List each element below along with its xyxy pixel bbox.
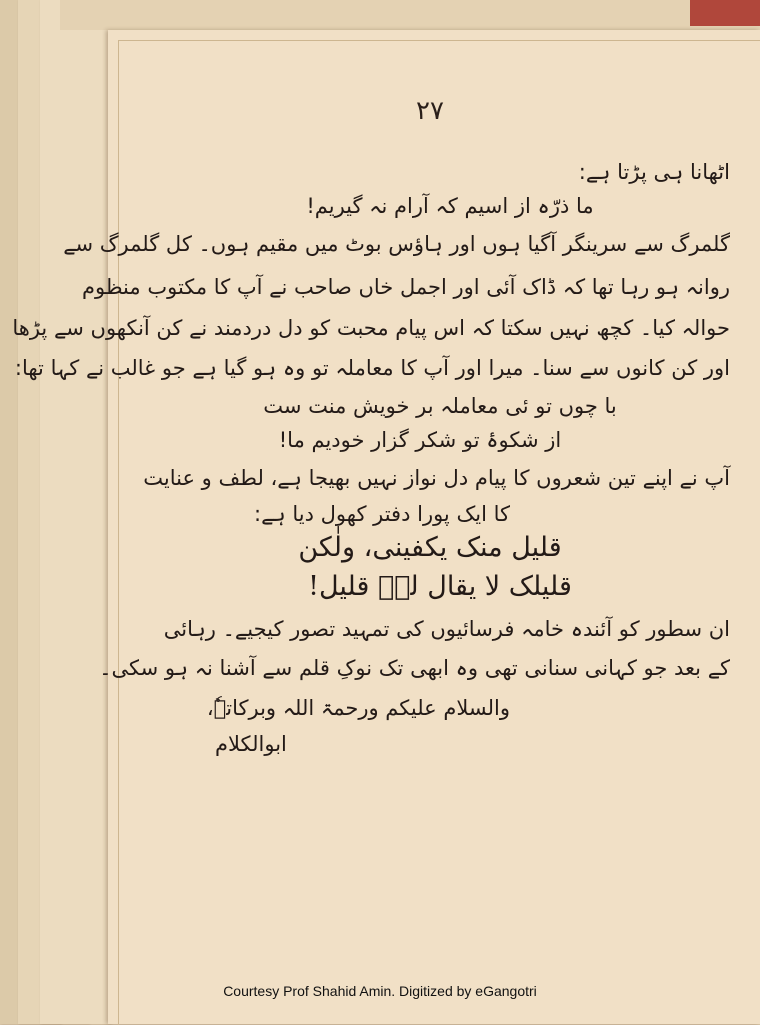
- signature-line: ابوالکلام: [215, 732, 287, 756]
- courtesy-footer: Courtesy Prof Shahid Amin. Digitized by eGangotri: [223, 983, 537, 999]
- page-number: ۲۷: [416, 96, 444, 126]
- text-line: حوالہ کیا۔ کچھ نہیں سکتا کہ اس پیام محبت کو دل دردمند نے کن آنکھوں سے پڑھا: [12, 316, 730, 340]
- verse-line: با چوں تو ئی معاملہ بر خویش منت ست: [263, 394, 617, 418]
- text-line: گلمرگ سے سرینگر آگیا ہوں اور ہاؤس بوٹ میں مقیم ہوں۔ کل گلمرگ سے: [63, 232, 730, 256]
- text-line: روانہ ہو رہا تھا کہ ڈاک آئی اور اجمل خاں صاحب نے آپ کا مکتوب منظوم: [81, 275, 730, 299]
- verse-line: از شکوۂ تو شکر گزار خودیم ما!: [278, 428, 562, 452]
- page-stack-edge-3: [40, 0, 111, 1024]
- arabic-verse-line: قلیلک لا یقال لہٗ قلیل!: [308, 571, 572, 602]
- text-line: اٹھانا ہی پڑتا ہے:: [578, 160, 730, 184]
- text-line: کے بعد جو کہانی سنانی تھی وہ ابھی تک نوکِ قلم سے آشنا نہ ہو سکی۔: [99, 656, 730, 680]
- text-line: والسلام علیکم ورحمۃ اللہ وبرکاتہٗ،: [206, 696, 510, 720]
- arabic-verse-line: قلیل منک یکفینی، ولٰکن: [298, 532, 562, 563]
- text-line: آپ نے اپنے تین شعروں کا پیام دل نواز نہیں بھیجا ہے، لطف و عنایت: [143, 466, 730, 490]
- verse-line: ما ذرّہ از اسیم کہ آرام نہ گیریم!: [306, 194, 594, 218]
- book-cover-strip: [690, 0, 760, 26]
- page-stack-top: [60, 0, 760, 30]
- text-line: اور کن کانوں سے سنا۔ میرا اور آپ کا معاملہ تو وہ ہو گیا ہے جو غالب نے کہا تھا:: [14, 356, 730, 380]
- text-line: کا ایک پورا دفتر کھول دیا ہے:: [254, 502, 510, 526]
- text-line: ان سطور کو آئندہ خامہ فرسائیوں کی تمہید تصور کیجیے۔ رہائی: [163, 617, 730, 641]
